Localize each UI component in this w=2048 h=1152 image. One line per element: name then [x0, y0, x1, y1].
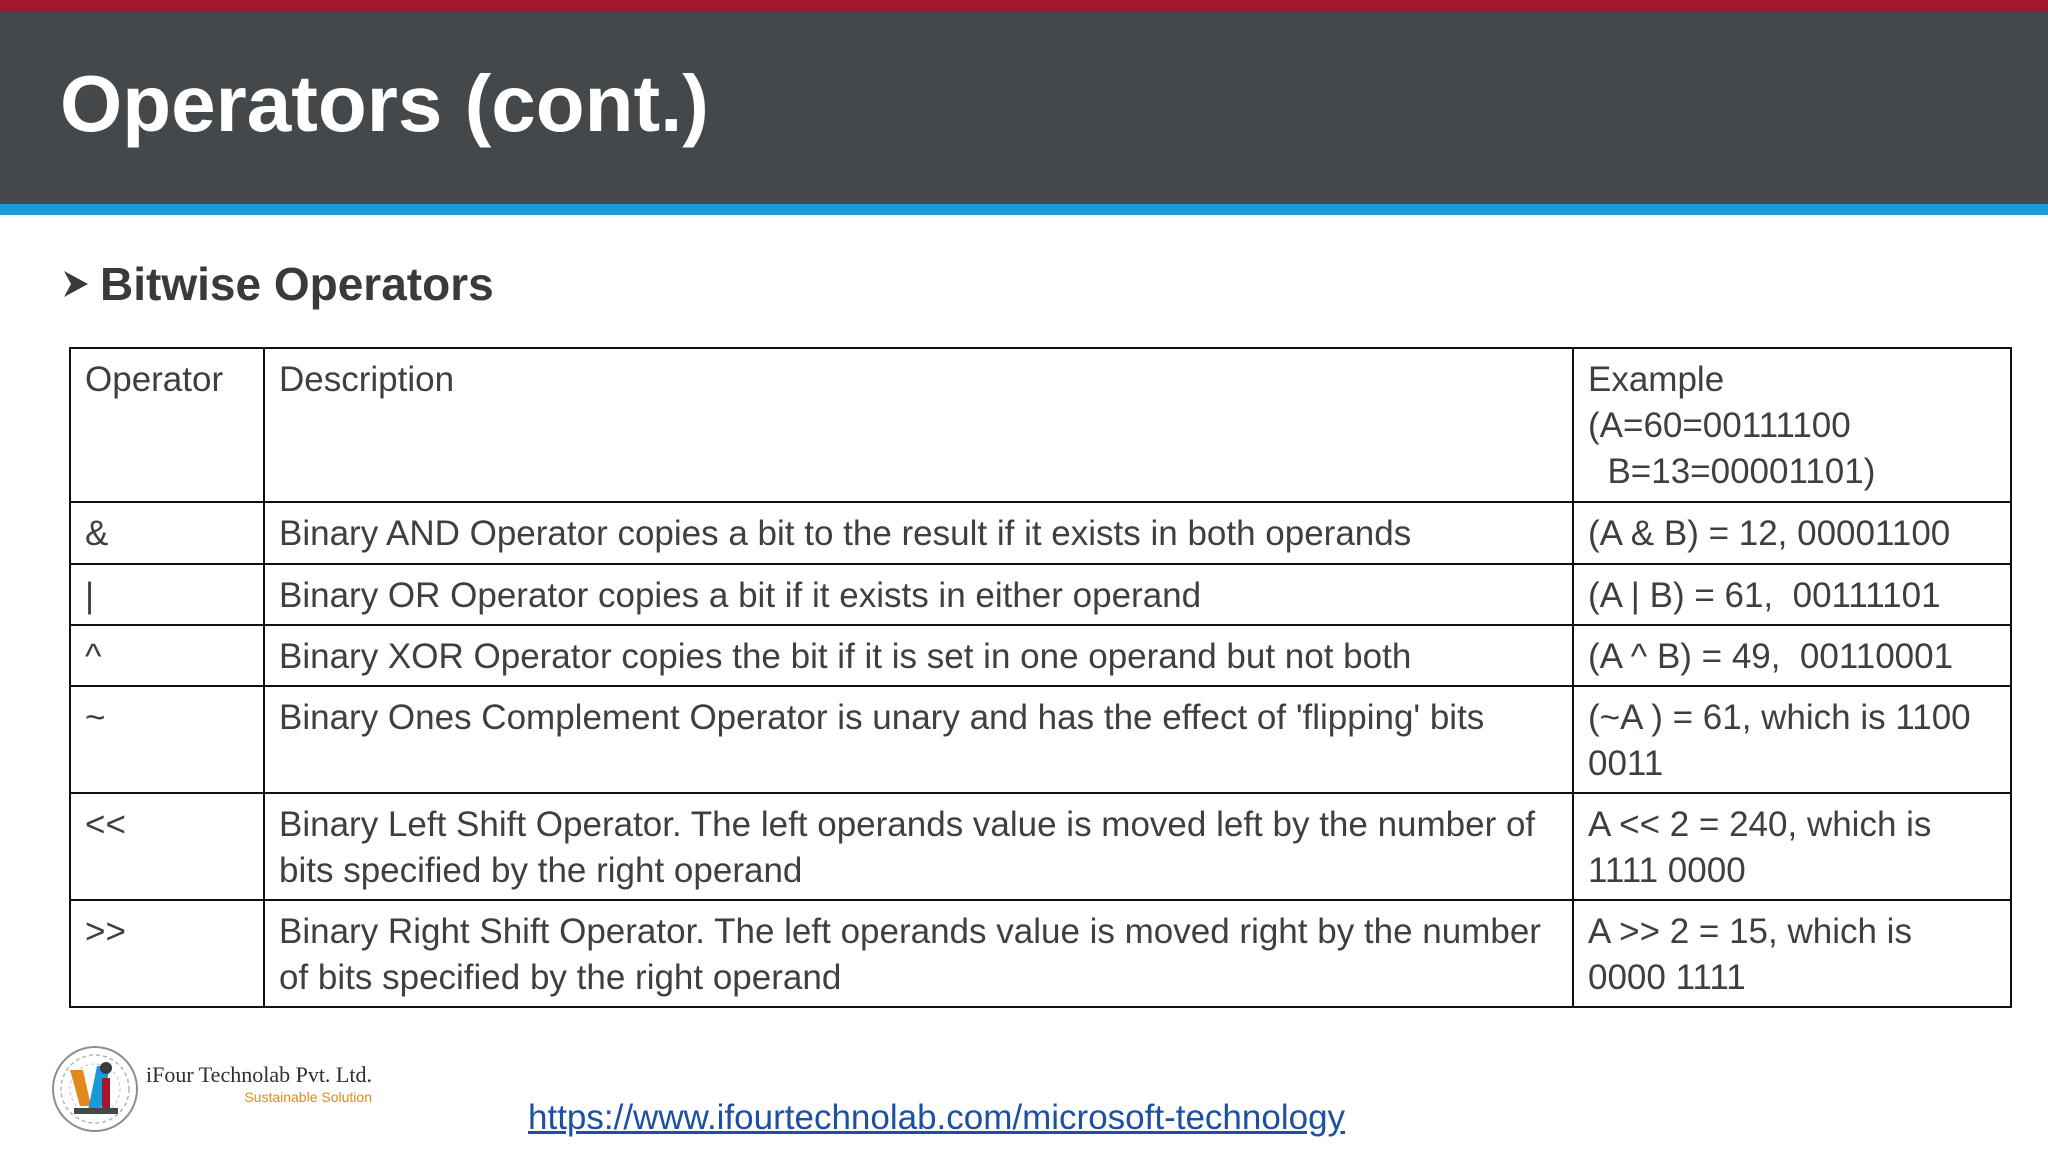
operator-cell: <<	[70, 793, 264, 900]
section-heading	[62, 256, 494, 312]
footer-website-link[interactable]: https://www.ifourtechnolab.com/microsoft-technology	[528, 1098, 1346, 1137]
description-cell: Binary AND Operator copies a bit to the result if it exists in both operands	[264, 502, 1573, 564]
table-row	[70, 793, 2011, 900]
arrowhead-bullet-icon	[62, 269, 90, 299]
table-row	[70, 686, 2011, 793]
slide-title: Operators (cont.)	[60, 59, 709, 148]
logo-text	[146, 1062, 372, 1105]
example-cell: (A & B) = 12, 00001100	[1573, 502, 2011, 564]
company-name: iFour Technolab Pvt. Ltd.	[146, 1061, 372, 1087]
header-description: Description	[264, 348, 1573, 502]
header-example: Example (A=60=00111100 B=13=00001101)	[1573, 348, 2011, 502]
table-row	[70, 900, 2011, 1007]
operator-cell: ~	[70, 686, 264, 793]
operator-cell: >>	[70, 900, 264, 1007]
slide-header	[0, 12, 2048, 204]
company-logo	[50, 1044, 372, 1134]
company-tagline: Sustainable Solution	[244, 1088, 372, 1105]
example-cell: (A | B) = 61, 00111101	[1573, 564, 2011, 625]
table-row	[70, 625, 2011, 686]
example-cell: A << 2 = 240, which is 1111 0000	[1573, 793, 2011, 900]
header-operator: Operator	[70, 348, 264, 502]
top-accent-stripe	[0, 0, 2048, 12]
header-blue-stripe	[0, 204, 2048, 215]
table-header-row	[70, 348, 2011, 502]
description-cell: Binary OR Operator copies a bit if it exists in either operand	[264, 564, 1573, 625]
description-cell: Binary Right Shift Operator. The left operands value is moved right by the number of bits specified by the right operand	[264, 900, 1573, 1007]
example-cell: (~A ) = 61, which is 1100 0011	[1573, 686, 2011, 793]
example-cell: A >> 2 = 15, which is 0000 1111	[1573, 900, 2011, 1007]
table-row	[70, 502, 2011, 564]
example-cell: (A ^ B) = 49, 00110001	[1573, 625, 2011, 686]
description-cell: Binary XOR Operator copies the bit if it is set in one operand but not both	[264, 625, 1573, 686]
bitwise-operators-table	[69, 347, 2012, 1008]
ifour-logo-icon	[50, 1044, 140, 1134]
operator-cell: ^	[70, 625, 264, 686]
section-title: Bitwise Operators	[100, 258, 494, 310]
table-row	[70, 564, 2011, 625]
operator-cell: |	[70, 564, 264, 625]
operator-cell: &	[70, 502, 264, 564]
description-cell: Binary Ones Complement Operator is unary and has the effect of 'flipping' bits	[264, 686, 1573, 793]
description-cell: Binary Left Shift Operator. The left operands value is moved left by the number of bits specified by the right operand	[264, 793, 1573, 900]
